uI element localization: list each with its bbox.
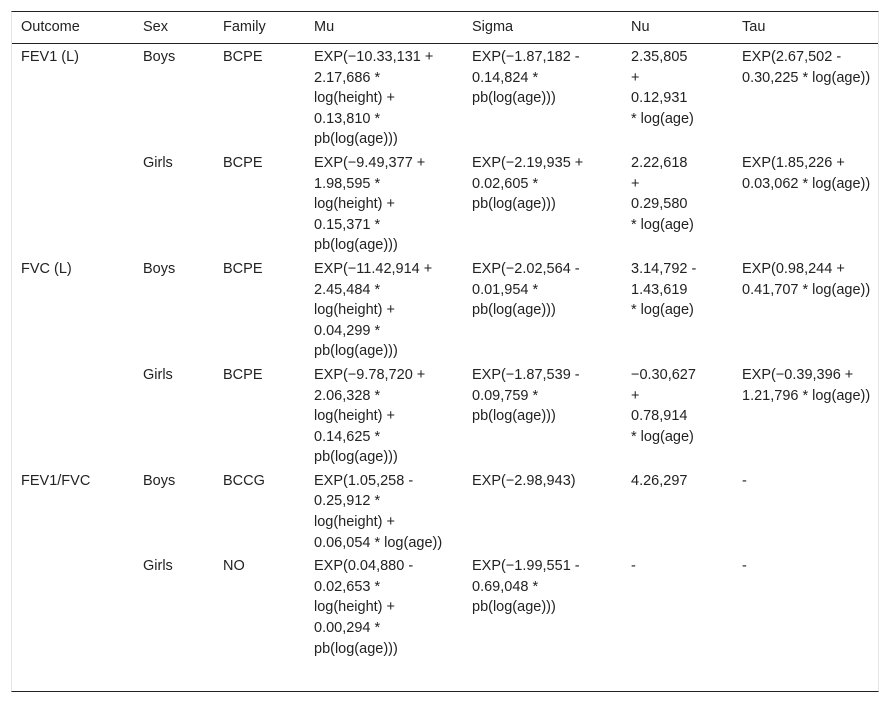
cell-nu: −0.30,627 + 0.78,914 * log(age) — [631, 366, 696, 445]
header-nu: Nu — [622, 12, 733, 44]
cell-sigma: EXP(−1.99,551 - 0.69,048 * pb(log(age))) — [472, 558, 580, 616]
cell-sex: Girls — [143, 558, 173, 575]
table-row — [12, 553, 878, 659]
cell-mu: EXP(−10.33,131 + 2.17,686 * log(height) + 0.13,810 * pb(log(age))) — [314, 49, 434, 148]
cell-tau: - — [742, 472, 747, 489]
cell-mu: EXP(−11.42,914 + 2.45,484 * log(height) + 0.04,299 * pb(log(age))) — [314, 260, 433, 360]
cell-family: BCPE — [223, 154, 263, 171]
table-row — [12, 362, 878, 468]
cell-family: BCPE — [223, 260, 263, 277]
cell-mu: EXP(−9.78,720 + 2.06,328 * log(height) + 0.14,625 * pb(log(age))) — [314, 366, 426, 466]
cell-nu: 2.35,805 + 0.12,931 * log(age) — [631, 49, 694, 127]
table-row — [12, 256, 878, 362]
header-sigma: Sigma — [463, 12, 622, 44]
header-outcome: Outcome — [12, 12, 134, 44]
cell-sex: Boys — [143, 260, 176, 277]
cell-family: BCPE — [223, 366, 263, 383]
cell-sigma: EXP(−2.02,564 - 0.01,954 * pb(log(age))) — [472, 260, 580, 319]
model-parameters-table — [12, 12, 878, 659]
header-sex: Sex — [134, 12, 214, 44]
cell-sex: Girls — [143, 366, 173, 383]
cell-nu: 4.26,297 — [631, 472, 688, 489]
cell-mu: EXP(1.05,258 - 0.25,912 * log(height) + 0.06,054 * log(age)) — [314, 472, 443, 551]
cell-outcome: FVC (L) — [21, 260, 72, 277]
cell-mu: EXP(−9.49,377 + 1.98,595 * log(height) + 0.15,371 * pb(log(age))) — [314, 154, 426, 254]
cell-outcome — [12, 150, 134, 256]
cell-outcome — [12, 553, 134, 659]
table-row — [12, 150, 878, 256]
results-table-container — [11, 11, 879, 692]
table-header-row — [12, 12, 878, 44]
cell-tau: EXP(1.85,226 + 0.03,062 * log(age)) — [742, 154, 871, 192]
cell-sigma: EXP(−1.87,539 - 0.09,759 * pb(log(age))) — [472, 366, 580, 425]
header-tau: Tau — [733, 12, 878, 44]
table-row — [12, 468, 878, 553]
cell-tau: EXP(−0.39,396 + 1.21,796 * log(age)) — [742, 366, 871, 404]
header-family: Family — [214, 12, 305, 44]
cell-tau: - — [742, 558, 747, 575]
cell-outcome: FEV1 (L) — [21, 49, 80, 65]
cell-nu: 3.14,792 - 1.43,619 * log(age) — [631, 260, 697, 319]
cell-sex: Boys — [143, 472, 176, 489]
header-mu: Mu — [305, 12, 463, 44]
cell-outcome — [12, 362, 134, 468]
cell-sex: Boys — [143, 49, 176, 65]
table-row — [12, 44, 878, 150]
cell-nu: 2.22,618 + 0.29,580 * log(age) — [631, 154, 694, 233]
cell-nu: - — [631, 558, 636, 575]
cell-sigma: EXP(−1.87,182 - 0.14,824 * pb(log(age))) — [472, 49, 580, 107]
cell-outcome: FEV1/FVC — [21, 472, 91, 489]
cell-tau: EXP(0.98,244 + 0.41,707 * log(age)) — [742, 260, 871, 298]
cell-sex: Girls — [143, 154, 173, 171]
cell-tau: EXP(2.67,502 - 0.30,225 * log(age)) — [742, 49, 871, 86]
cell-family: NO — [223, 558, 245, 575]
cell-family: BCCG — [223, 472, 265, 489]
cell-mu: EXP(0.04,880 - 0.02,653 * log(height) + 0.00,294 * pb(log(age))) — [314, 558, 414, 657]
cell-sigma: EXP(−2.19,935 + 0.02,605 * pb(log(age))) — [472, 154, 584, 213]
cell-sigma: EXP(−2.98,943) — [472, 472, 576, 489]
cell-family: BCPE — [223, 49, 263, 65]
